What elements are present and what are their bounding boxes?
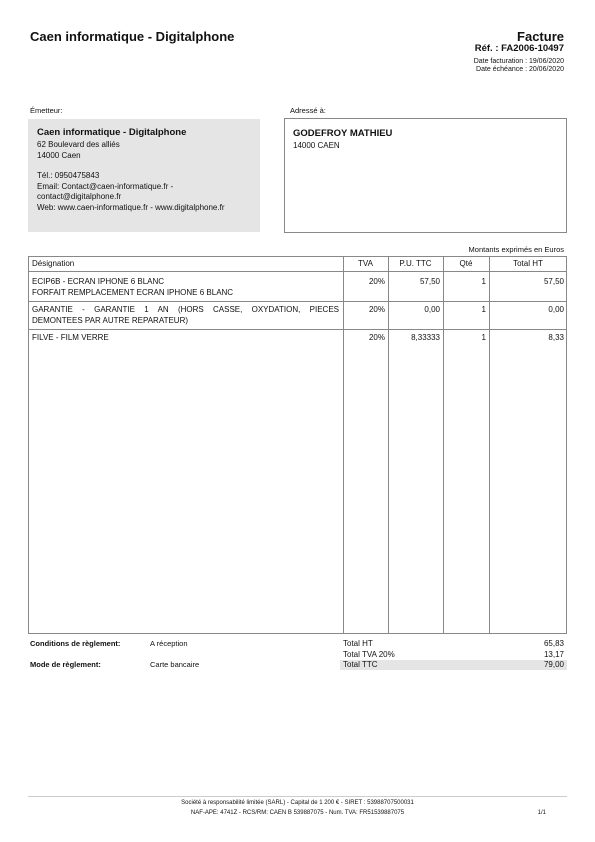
sender-email-line1: Email: Contact@caen-informatique.fr - (37, 181, 174, 191)
sender-address-line2: 14000 Caen (37, 150, 81, 160)
items-table (28, 256, 567, 634)
payment-mode-value: Carte bancaire (150, 660, 200, 669)
payment-conditions-label: Conditions de règlement: (30, 639, 121, 648)
row-quantity: 1 (481, 277, 486, 286)
row-total-ht: 0,00 (548, 305, 564, 314)
row-designation-line1: FILVE - FILM VERRE (32, 333, 109, 342)
header-tva: TVA (358, 259, 373, 268)
total-tva-label: Total TVA 20% (343, 650, 395, 659)
row-tva: 20% (368, 305, 385, 314)
total-ht-label: Total HT (343, 639, 373, 648)
row-unit-price: 8,33333 (411, 333, 440, 342)
sender-email-line2: contact@digitalphone.fr (37, 192, 122, 201)
table-header-divider (29, 271, 566, 272)
document-title: Facture (517, 29, 564, 44)
row-divider (29, 301, 566, 302)
total-ttc-value: 79,00 (543, 660, 564, 669)
currency-note: Montants exprimés en Euros (468, 245, 564, 254)
footer-legal-line1: Société à responsabilité limitée (SARL) - Capital de 1 200 € - SIRET : 53988707500031 (181, 800, 414, 806)
row-total-ht: 57,50 (543, 277, 564, 286)
footer-legal-line2: NAF-APE: 4741Z - RCS/RM: CAEN B 539887075 - Num. TVA: FR51539887075 (190, 810, 405, 816)
sender-address-line1: 62 Boulevard des alliés (37, 140, 120, 149)
row-designation-line2: DEMONTEES PAR AUTRE REPARATEUR) (32, 315, 189, 325)
payment-conditions-value: A réception (150, 639, 188, 648)
invoice-reference: Réf. : FA2006-10497 (474, 43, 564, 54)
recipient-block (284, 118, 567, 233)
row-tva: 20% (368, 277, 385, 286)
row-unit-price: 57,50 (419, 277, 440, 286)
total-ttc-row (340, 660, 567, 670)
row-designation-line1: GARANTIE - GARANTIE 1 AN (HORS CASSE, OXYDATION, PIECES (32, 305, 339, 314)
row-tva: 20% (368, 333, 385, 342)
footer-divider (28, 796, 567, 797)
page-number: 1/1 (537, 810, 546, 816)
row-unit-price: 0,00 (424, 305, 440, 314)
row-total-ht: 8,33 (548, 333, 564, 342)
total-ht-value: 65,83 (543, 639, 564, 648)
company-title: Caen informatique - Digitalphone (30, 29, 235, 44)
invoice-date: Date facturation : 19/06/2020 (473, 58, 564, 65)
row-quantity: 1 (481, 305, 486, 314)
sender-block (28, 119, 260, 232)
sender-phone: Tél.: 0950475843 (37, 171, 100, 180)
sender-web: Web: www.caen-informatique.fr - www.digitalphone.fr (37, 202, 225, 212)
row-designation-line1: ECIP6B - ECRAN IPHONE 6 BLANC (32, 277, 165, 286)
payment-mode-label: Mode de règlement: (30, 660, 101, 669)
row-quantity: 1 (481, 333, 486, 342)
row-designation-line2: FORFAIT REMPLACEMENT ECRAN IPHONE 6 BLANC (32, 287, 234, 297)
sender-label: Émetteur: (30, 106, 63, 115)
row-designation (32, 277, 337, 298)
recipient-name: GODEFROY MATHIEU (293, 128, 393, 139)
header-unit-price: P.U. TTC (399, 259, 432, 268)
total-ht-row (340, 639, 567, 649)
totals-block (340, 639, 567, 672)
row-divider (29, 329, 566, 330)
due-date: Date échéance : 20/06/2020 (476, 66, 564, 73)
total-tva-value: 13,17 (543, 650, 564, 659)
header-designation: Désignation (32, 259, 75, 268)
header-total-ht: Total HT (513, 259, 543, 268)
sender-name: Caen informatique - Digitalphone (37, 127, 187, 138)
recipient-address: 14000 CAEN (293, 141, 340, 150)
row-designation (32, 305, 339, 326)
row-designation (32, 333, 337, 344)
header-quantity: Qté (459, 259, 473, 268)
total-tva-row (340, 650, 567, 660)
total-ttc-label: Total TTC (343, 660, 378, 669)
recipient-label: Adressé à: (290, 106, 326, 115)
